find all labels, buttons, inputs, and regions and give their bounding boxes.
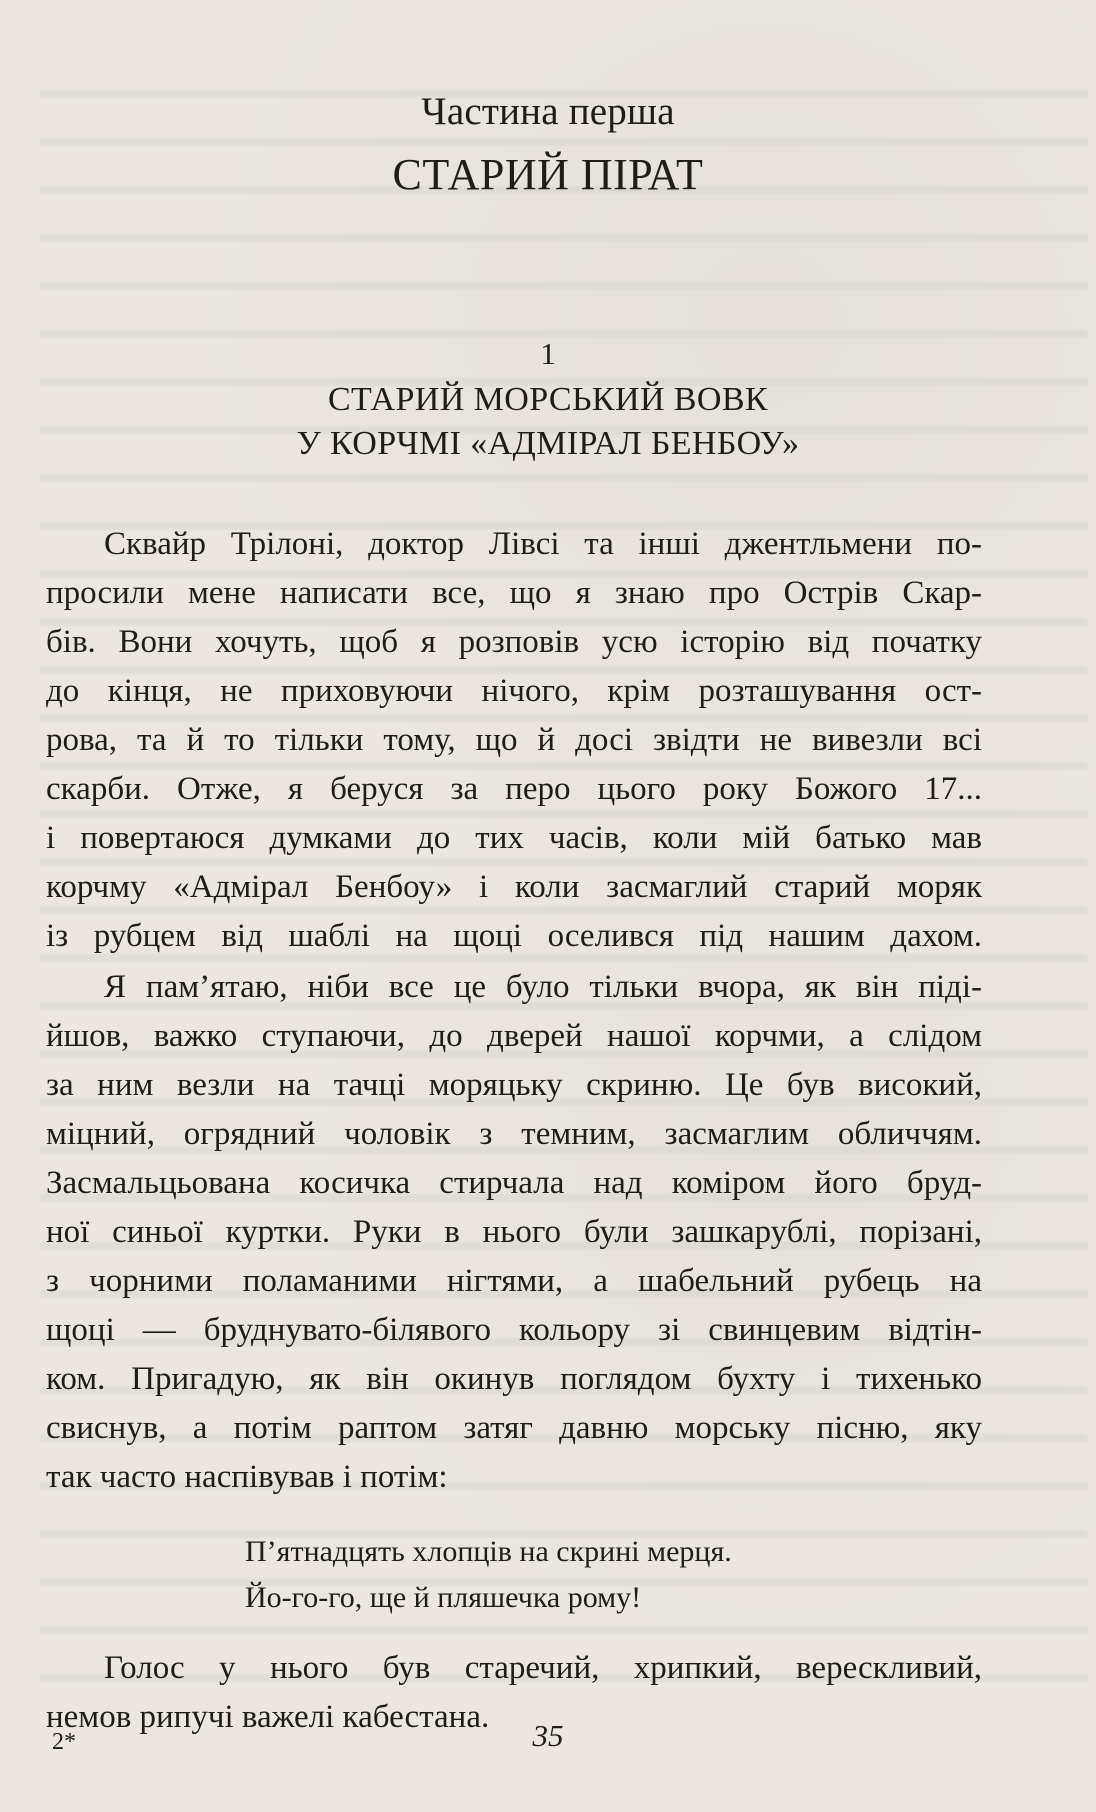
main-title: СТАРИЙ ПІРАТ bbox=[392, 150, 704, 199]
paragraph-line: Голос у нього був старечий, хрипкий, верескливий, bbox=[104, 1650, 982, 1686]
paragraph-line: Я пам’ятаю, ніби все це було тільки вчора, як він піді- bbox=[104, 969, 982, 1005]
chapter-number: 1 bbox=[540, 336, 556, 371]
paragraph-line: Засмальцьована косичка стирчала над коміром його бруд- bbox=[46, 1165, 982, 1201]
song-lyrics bbox=[245, 1529, 845, 1621]
chapter-title-line-1: СТАРИЙ МОРСЬКИЙ ВОВК bbox=[327, 381, 768, 418]
paragraph-line: з чорними поламаними нігтями, а шабельний рубець на bbox=[46, 1263, 982, 1299]
song-line: П’ятнадцять хлопців на скрині мерця. bbox=[245, 1535, 732, 1568]
paragraph-line: рова, та й то тільки тому, що й досі звідти не вивезли всі bbox=[46, 722, 982, 758]
part-title: Частина перша bbox=[421, 90, 675, 133]
paragraph-line: свиснув, а потім раптом затяг давню морську пісню, яку bbox=[46, 1410, 982, 1446]
printer-signature: 2* bbox=[52, 1729, 76, 1755]
paragraph-2 bbox=[46, 963, 982, 1502]
paragraph-line: йшов, важко ступаючи, до дверей нашої корчми, а слідом bbox=[46, 1018, 982, 1054]
paragraph-line: так часто наспівував і потім: bbox=[46, 1459, 448, 1495]
paragraph-line: немов рипучі важелі кабестана. bbox=[46, 1699, 490, 1735]
paragraph-line: бів. Вони хочуть, щоб я розповів усю історію від початку bbox=[46, 624, 982, 660]
paragraph-line: до кінця, не приховуючи нічого, крім розташування ост- bbox=[46, 673, 982, 709]
paragraph-line: скарби. Отже, я беруся за перо цього року Божого 17... bbox=[46, 771, 982, 807]
paragraph-line: корчму «Адмірал Бенбоу» і коли засмаглий старий моряк bbox=[46, 869, 982, 905]
page-number: 35 bbox=[532, 1718, 564, 1753]
paragraph-line: Сквайр Трілоні, доктор Лівсі та інші джентльмени по- bbox=[104, 526, 982, 562]
paragraph-line: за ним везли на тачці моряцьку скриню. Це був високий, bbox=[46, 1067, 982, 1103]
paragraph-line: щоці — бруднувато-білявого кольору зі свинцевим відтін- bbox=[46, 1312, 982, 1348]
paragraph-line: міцний, огрядний чоловік з темним, засмаглим обличчям. bbox=[46, 1116, 982, 1152]
paragraph-line: і повертаюся думками до тих часів, коли мій батько мав bbox=[46, 820, 982, 856]
paragraph-line: ної синьої куртки. Руки в нього були зашкарублі, порізані, bbox=[46, 1214, 982, 1250]
paragraph-1 bbox=[46, 520, 982, 961]
paragraph-line: просили мене написати все, що я знаю про Острів Скар- bbox=[46, 575, 982, 611]
paragraph-line: ком. Пригадую, як він окинув поглядом бухту і тихенько bbox=[46, 1361, 982, 1397]
paragraph-line: із рубцем від шаблі на щоці оселився під нашим дахом. bbox=[46, 918, 982, 954]
song-line: Йо-го-го, ще й пляшечка рому! bbox=[245, 1581, 642, 1614]
chapter-title-line-2: У КОРЧМІ «АДМІРАЛ БЕНБОУ» bbox=[296, 425, 800, 462]
